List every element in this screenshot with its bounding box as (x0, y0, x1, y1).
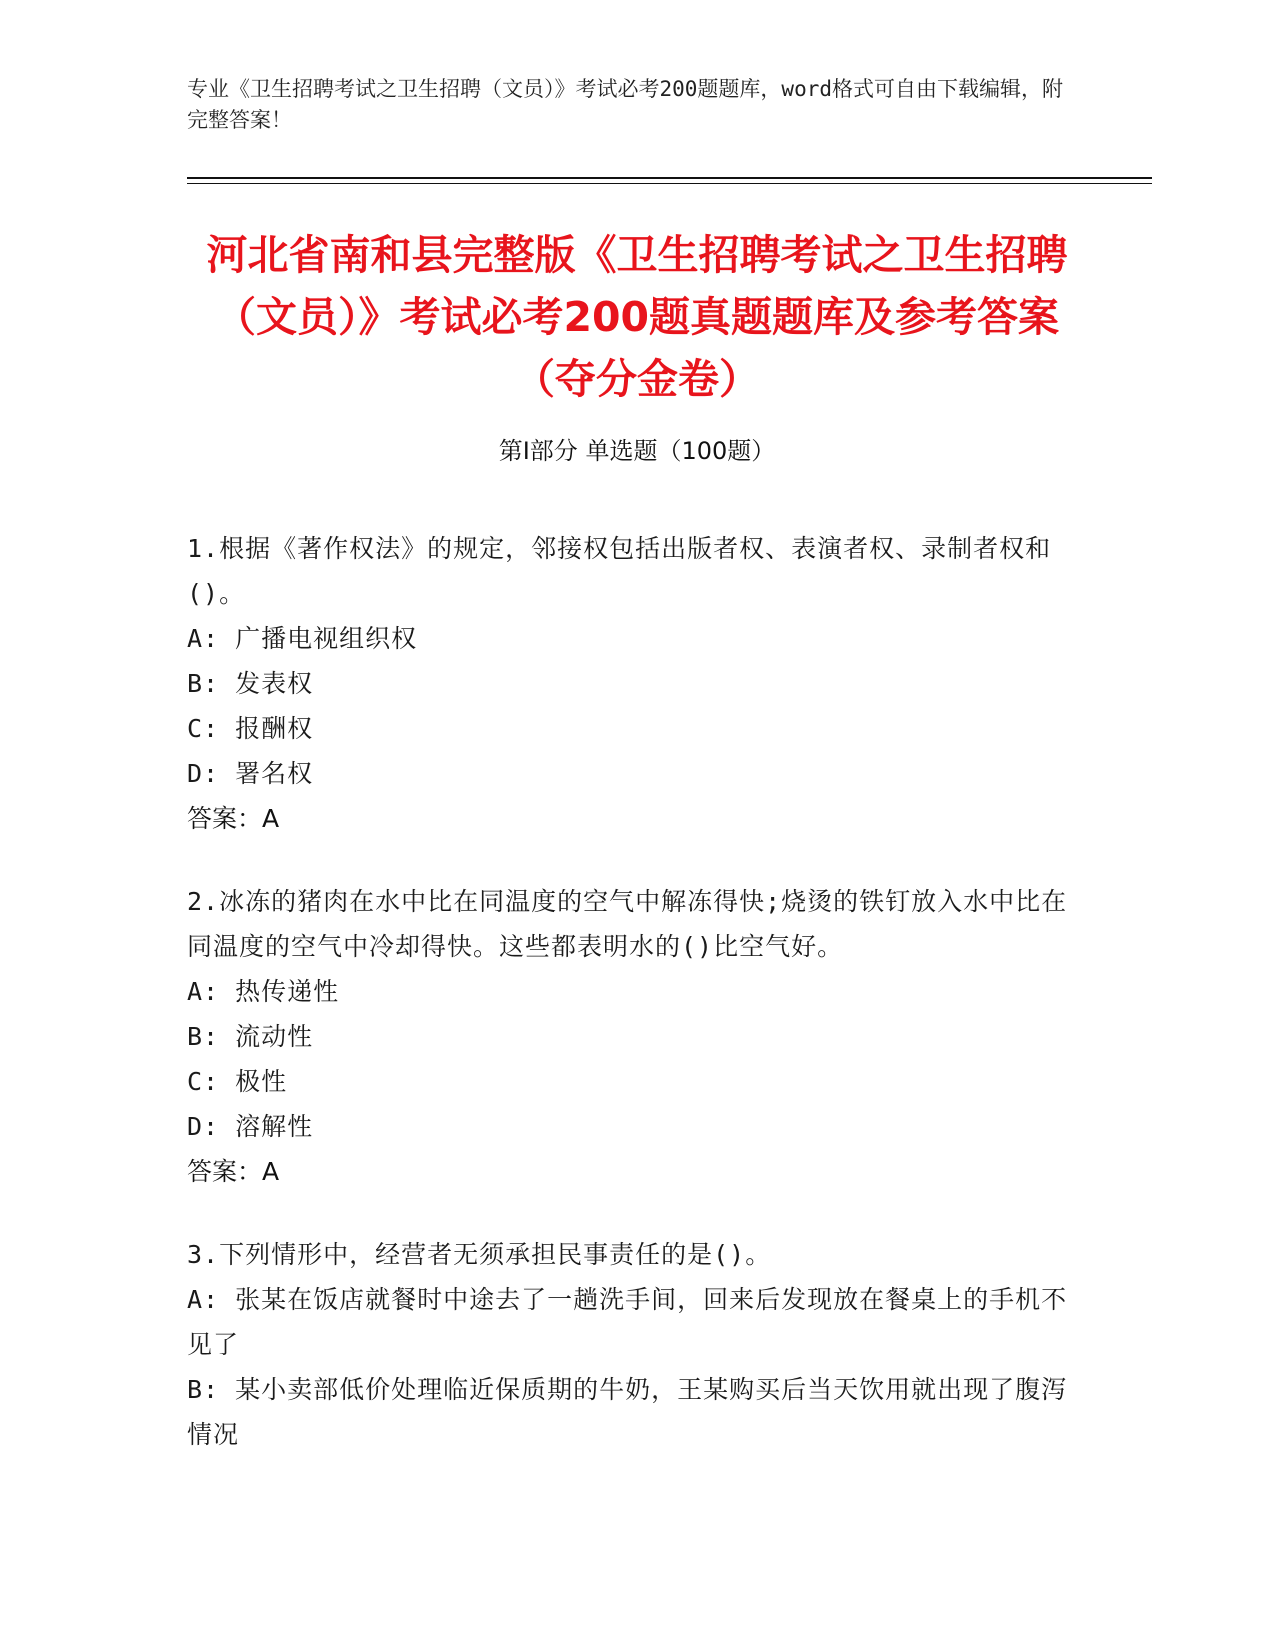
question-1 (187, 526, 1077, 841)
question-stem: 2.冰冻的猪肉在水中比在同温度的空气中解冻得快;烧烫的铁钉放入水中比在同温度的空气中冷却得快。这些都表明水的()比空气好。 (187, 887, 1068, 961)
section-title: 第Ⅰ部分 单选题（100题） (498, 437, 776, 465)
option-a: A: 热传递性 (187, 977, 340, 1006)
question-stem: 3.下列情形中，经营者无须承担民事责任的是()。 (187, 1240, 772, 1269)
header-note: 专业《卫生招聘考试之卫生招聘（文员）》考试必考200题题库，word格式可自由下载编辑，附完整答案！ (187, 77, 1063, 132)
option-d: D: 署名权 (187, 759, 314, 788)
option-b: B: 发表权 (187, 669, 314, 698)
option-a: A: 广播电视组织权 (187, 624, 418, 653)
option-b: B: 某小卖部低价处理临近保质期的牛奶，王某购买后当天饮用就出现了腹泻情况 (187, 1375, 1068, 1449)
option-c: C: 极性 (187, 1067, 288, 1096)
question-2 (187, 879, 1077, 1194)
document-title: 河北省南和县完整版《卫生招聘考试之卫生招聘（文员）》考试必考200题真题题库及参考答案（夺分金卷） (206, 231, 1068, 403)
question-stem: 1.根据《著作权法》的规定，邻接权包括出版者权、表演者权、录制者权和()。 (187, 534, 1052, 608)
header-divider-thin (187, 183, 1152, 184)
option-d: D: 溶解性 (187, 1112, 314, 1141)
answer: 答案：A (187, 1157, 280, 1186)
option-c: C: 报酬权 (187, 714, 314, 743)
option-b: B: 流动性 (187, 1022, 314, 1051)
option-a: A: 张某在饭店就餐时中途去了一趟洗手间，回来后发现放在餐桌上的手机不见了 (187, 1285, 1068, 1359)
question-3 (187, 1232, 1077, 1457)
answer: 答案：A (187, 804, 280, 833)
header-divider-thick (187, 177, 1152, 179)
question-list (187, 526, 1077, 1495)
